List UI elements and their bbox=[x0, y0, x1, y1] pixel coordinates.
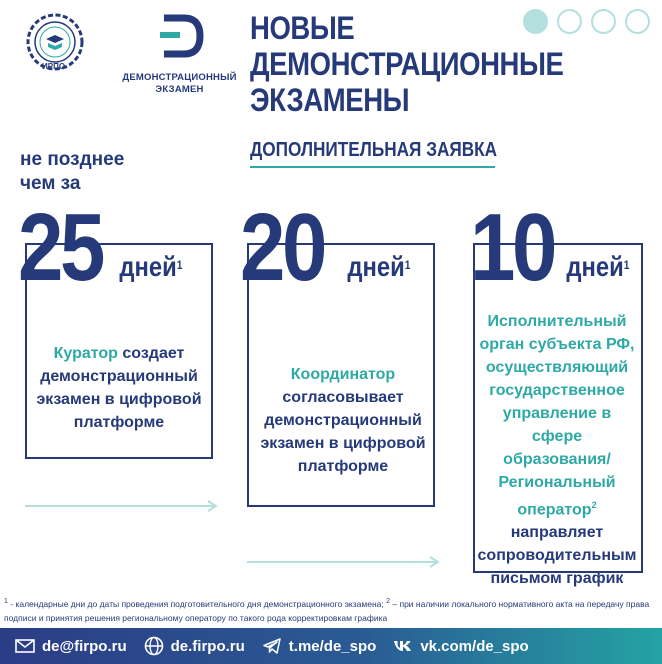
step-days-number: 20 bbox=[240, 194, 324, 301]
step-description bbox=[258, 363, 428, 478]
page-title bbox=[250, 10, 564, 118]
vk-link[interactable] bbox=[392, 635, 528, 657]
step-days-number: 10 bbox=[470, 194, 554, 301]
demo-exam-logo bbox=[112, 12, 247, 102]
footnote-mark: 1 bbox=[4, 598, 8, 605]
step-days-label bbox=[116, 250, 186, 284]
vk-icon bbox=[392, 635, 414, 657]
irpo-logo bbox=[15, 12, 99, 72]
arrow-right-icon bbox=[247, 555, 442, 569]
deadline-line: не позднее bbox=[20, 149, 125, 170]
telegram-icon bbox=[261, 635, 283, 657]
days-text: дней bbox=[566, 251, 624, 282]
step-action: создает демонстрационный экзамен в цифровой платформе bbox=[36, 345, 202, 431]
pagination-dots bbox=[523, 9, 650, 34]
title-line: ДЕМОНСТРАЦИОННЫЕ bbox=[250, 46, 564, 82]
step-actor: Координатор bbox=[290, 366, 396, 383]
footnotes bbox=[4, 595, 654, 625]
page-subtitle: ДОПОЛНИТЕЛЬНАЯ ЗАЯВКА bbox=[250, 139, 498, 161]
footnote-1: - календарные дни до даты проведения подготовительного дня демонстрационного экзамена; bbox=[7, 598, 384, 609]
title-line: НОВЫЕ bbox=[250, 10, 355, 46]
arrow-right-icon bbox=[25, 499, 220, 513]
globe-icon bbox=[143, 635, 165, 657]
page-dot-active[interactable] bbox=[523, 9, 548, 34]
step-days-label bbox=[563, 250, 633, 284]
email-link[interactable] bbox=[14, 635, 127, 657]
days-text: дней bbox=[347, 251, 405, 282]
mail-icon bbox=[14, 635, 36, 657]
footnote-mark: 1 bbox=[623, 258, 630, 272]
footnote-mark: 2 bbox=[386, 598, 391, 605]
footnote-mark: 2 bbox=[591, 500, 597, 510]
step-actor: Исполнительный орган субъекта РФ, осуществляющий государственное управление в сфере образования/ Региональный оператор bbox=[479, 313, 635, 519]
step-action: согласовывает демонстрационный экзамен в цифровой платформе bbox=[260, 389, 426, 475]
vk-text: vk.com/de_spo bbox=[420, 637, 529, 655]
footnote-mark: 1 bbox=[176, 258, 183, 272]
website-text: de.firpo.ru bbox=[170, 637, 245, 655]
website-link[interactable] bbox=[143, 635, 245, 657]
page-dot[interactable] bbox=[557, 9, 582, 34]
deadline-line: чем за bbox=[20, 173, 81, 194]
de-logo-line2: ЭКЗАМЕН bbox=[155, 84, 204, 95]
telegram-link[interactable] bbox=[261, 635, 377, 657]
contact-footer bbox=[0, 628, 662, 664]
step-description bbox=[476, 310, 638, 590]
step-description bbox=[30, 342, 208, 434]
footnote-mark: 1 bbox=[404, 258, 411, 272]
title-line: ЭКЗАМЕНЫ bbox=[250, 82, 410, 118]
email-text: de@firpo.ru bbox=[42, 637, 127, 655]
days-text: дней bbox=[119, 251, 177, 282]
de-logo-line1: ДЕМОНСТРАЦИОННЫЙ bbox=[122, 72, 237, 83]
step-action: направляет сопроводительным письмом график bbox=[477, 524, 637, 588]
subtitle-underline bbox=[250, 166, 495, 168]
page-dot[interactable] bbox=[591, 9, 616, 34]
deadline-label bbox=[20, 148, 124, 196]
footnote-2: – при наличии локального нормативного акта на передачу права подписи и принятия решения региональному оператору по такого рода корректировкам графика bbox=[4, 598, 650, 623]
telegram-text: t.me/de_spo bbox=[288, 637, 377, 655]
step-actor: Куратор bbox=[53, 345, 118, 362]
step-days-label bbox=[344, 250, 414, 284]
step-days-number: 25 bbox=[18, 194, 102, 301]
page-dot[interactable] bbox=[625, 9, 650, 34]
irpo-label: ИРПО bbox=[42, 62, 66, 71]
